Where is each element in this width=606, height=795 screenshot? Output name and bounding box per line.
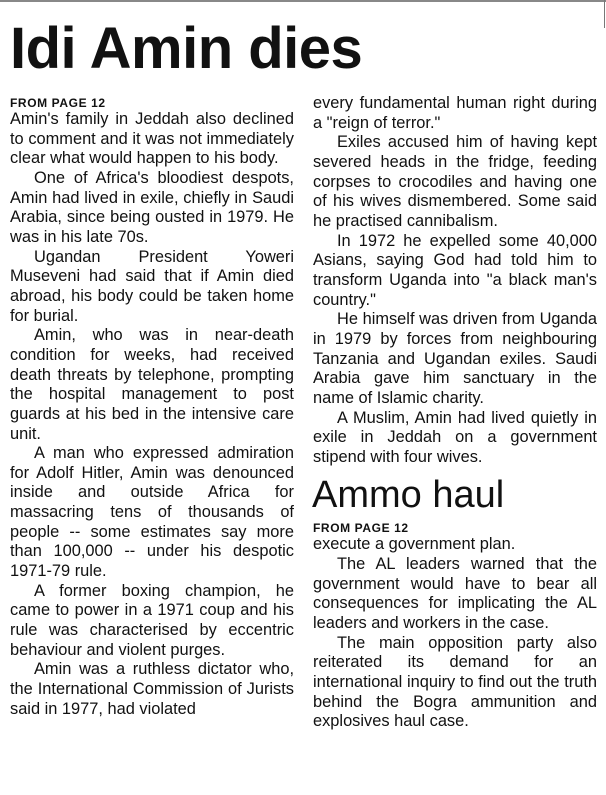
paragraph: One of Africa's bloodiest despots, Amin had lived in exile, chiefly in Saudi Arabia, since being ousted in 1979. He was in his late 70s.	[10, 168, 294, 246]
from-page-label: FROM PAGE 12	[313, 521, 409, 536]
paragraph: Exiles accused him of having kept severed heads in the fridge, feeding corpses to crocodiles and having one of his wives dismembered. Some said he practised cannibalism.	[313, 133, 597, 230]
top-rule	[0, 0, 606, 2]
paragraph: Ugandan President Yoweri Museveni had said that if Amin died abroad, his body could be taken home for burial.	[10, 247, 294, 325]
from-page-label: FROM PAGE 12	[10, 96, 106, 110]
column-left	[10, 94, 294, 719]
paragraph: A man who expressed admiration for Adolf Hitler, Amin was denounced inside and outside Africa for massacring tens of thousands of people -- some estimates say more than 100,000 -- under his despotic 1971-79 rule.	[10, 444, 294, 581]
headline-idi-amin: Idi Amin dies	[10, 16, 363, 81]
paragraph-continued: every fundamental human right during a "reign of terror."	[313, 94, 597, 132]
paragraph: In 1972 he expelled some 40,000 Asians, saying God had told him to transform Uganda into "a black man's country."	[313, 231, 597, 309]
paragraph: A former boxing champion, he came to power in a 1971 coup and his rule was characterised by eccentric behaviour and violent purges.	[10, 581, 294, 659]
paragraph: The main opposition party also reiterated its demand for an international inquiry to find out the truth behind the Bogra ammunition and explosives haul case.	[313, 633, 597, 731]
paragraph: Amin, who was in near-death condition for weeks, had received death threats by telephone, prompting the hospital management to post guards at his bed in the intensive care unit.	[10, 326, 294, 443]
paragraph: execute a government plan.	[313, 535, 516, 554]
paragraph: A Muslim, Amin had lived quietly in exile in Jeddah on a government stipend with four wives.	[313, 408, 597, 466]
right-rule	[604, 0, 605, 28]
paragraph: The AL leaders warned that the government would have to bear all consequences for implicating the AL leaders and workers in the case.	[313, 555, 597, 633]
paragraph: Amin's family in Jeddah also declined to comment and it was not immediately clear what would happen to his body.	[10, 110, 294, 168]
headline-ammo-haul: Ammo haul	[312, 474, 505, 517]
column-right	[313, 94, 597, 732]
paragraph-split: Amin was a ruthless dictator who, the International Commission of Jurists said in 1977, had violated	[10, 660, 294, 718]
paragraph: He himself was driven from Uganda in 1979 by forces from neighbouring Tanzania and Ugandan exiles. Saudi Arabia gave him sanctuary in the name of Islamic charity.	[313, 310, 597, 407]
